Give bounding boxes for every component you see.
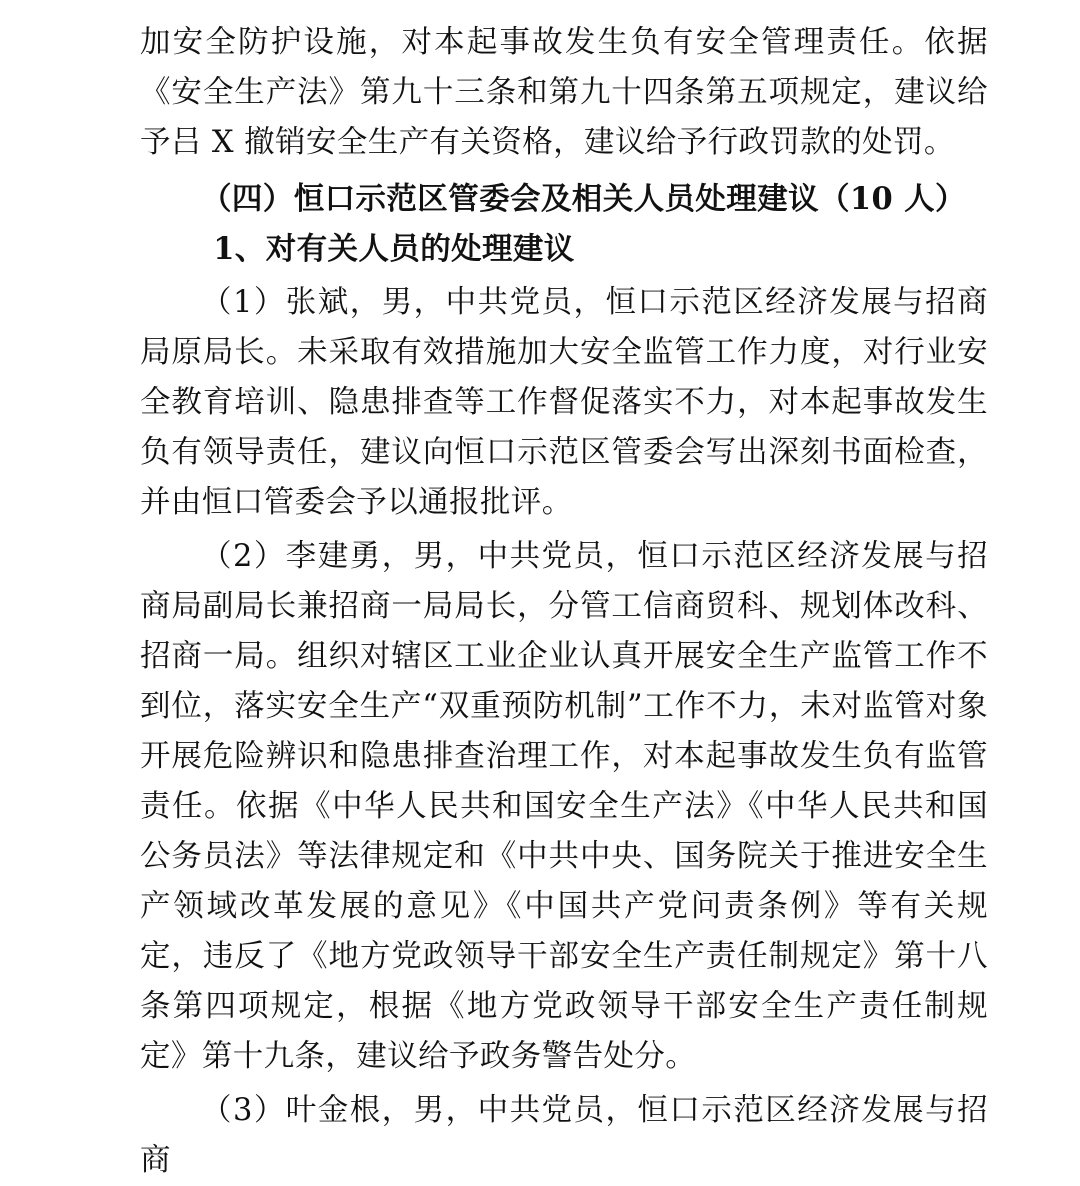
paragraph-item-2: （2）李建勇，男，中共党员，恒口示范区经济发展与招商局副局长兼招商一局局长，分管工信商贸科、规划体改科、招商一局。组织对辖区工业企业认真开展安全生产监管工作不到位，落实安全生产“双重预防机制”工作不力，未对监管对象开展危险辨识和隐患排查治理工作，对本起事故发生负有监管责任。依据《中华人民共和国安全生产法》《中华人民共和国公务员法》等法律规定和《中共中央、国务院关于推进安全生产领域改革发展的意见》《中国共产党问责条例》等有关规定，违反了《地方党政领导干部安全生产责任制规定》第十八条第四项规定，根据《地方党政领导干部安全生产责任制规定》第十九条，建议给予政务警告处分。 (140, 539, 988, 1074)
heading-section-four: （四）恒口示范区管委会及相关人员处理建议（10 人） (201, 181, 966, 217)
paragraph-continued-top: 加安全防护设施，对本起事故发生负有安全管理责任。依据《安全生产法》第九十三条和第九十四条第五项规定，建议给予吕 X 撤销安全生产有关资格，建议给予行政罚款的处罚。 (140, 25, 988, 160)
paragraph-item-3: （3）叶金根，男，中共党员，恒口示范区经济发展与招商 (140, 1093, 988, 1178)
paragraph-item-1: （1）张斌，男，中共党员，恒口示范区经济发展与招商局原局长。未采取有效措施加大安全监管工作力度，对行业安全教育培训、隐患排查等工作督促落实不力，对本起事故发生负有领导责任，建议向恒口示范区管委会写出深刻书面检查，并由恒口管委会予以通报批评。 (140, 285, 988, 520)
document-body (140, 18, 988, 1186)
heading-item-one: 1、对有关人员的处理建议 (213, 231, 575, 267)
